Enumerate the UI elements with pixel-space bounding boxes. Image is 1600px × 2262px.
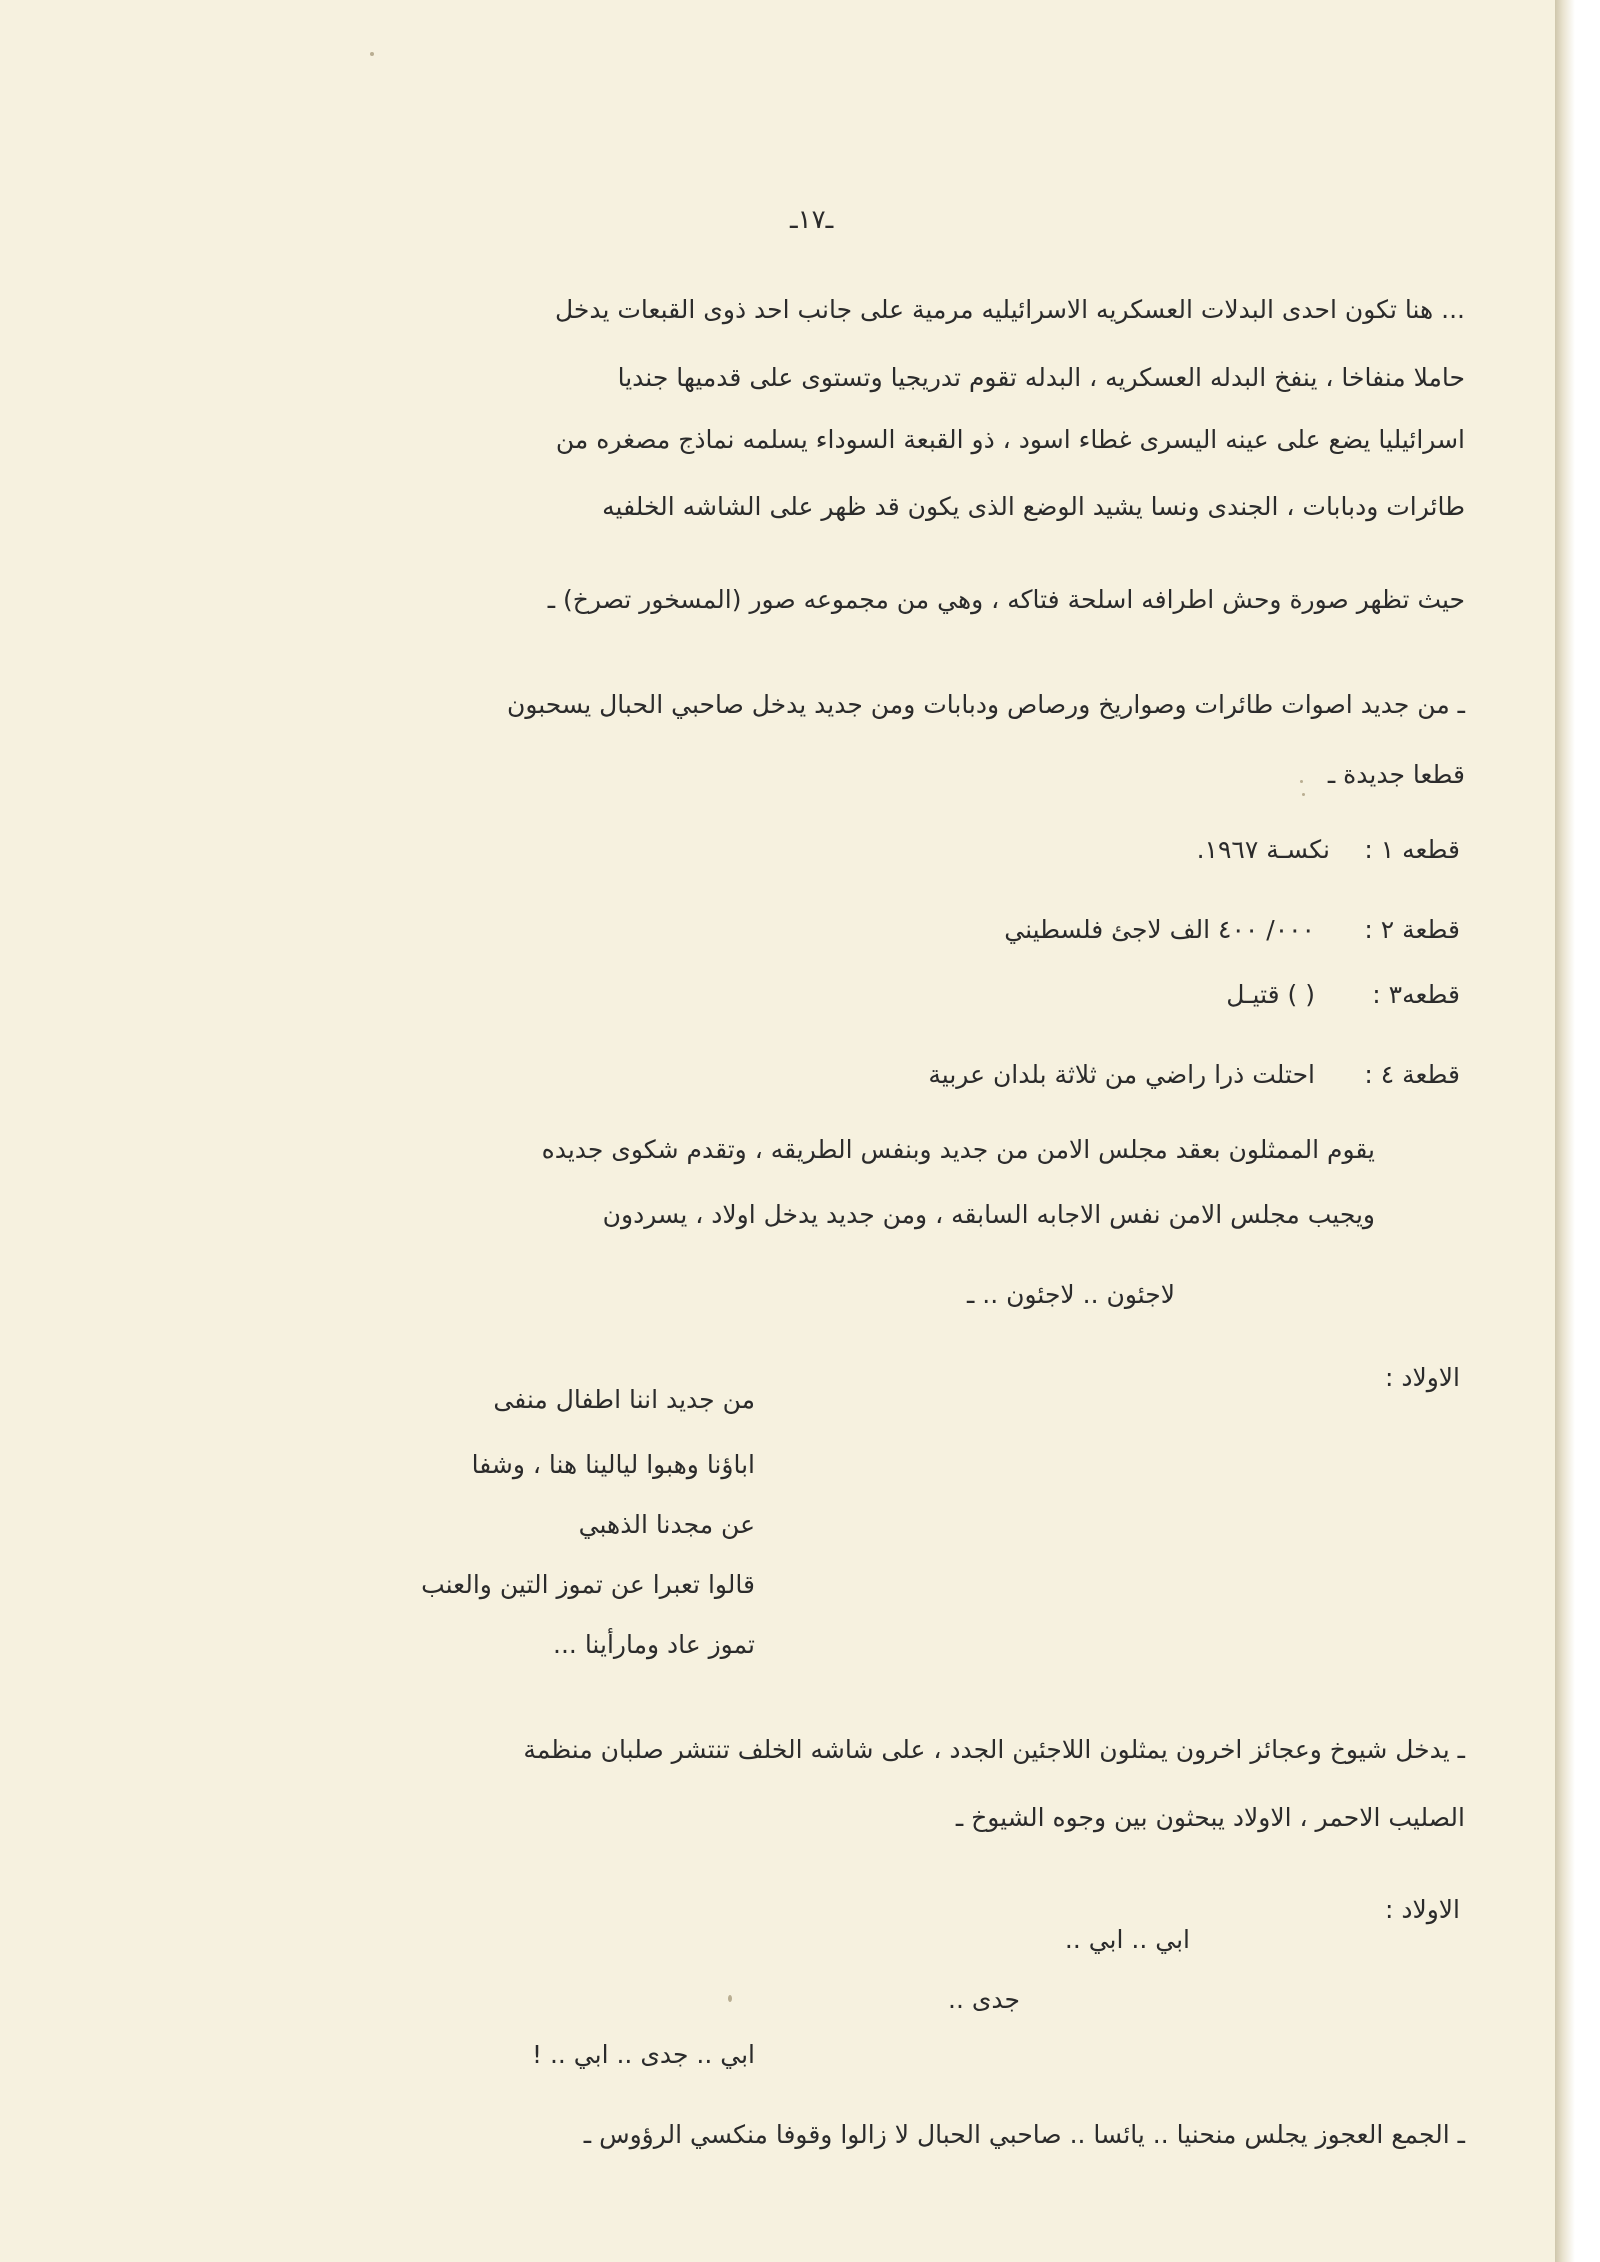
verse-line: عن مجدنا الذهبي xyxy=(578,1510,755,1539)
piece-label: قطعه٣ : xyxy=(1372,980,1460,1009)
paragraph-line: حاملا منفاخا ، ينفخ البدله العسكريه ، البدله تقوم تدريجيا وتستوى على قدميها جنديا xyxy=(617,363,1465,392)
verse-line: جدى .. xyxy=(948,1985,1020,2014)
speaker-label: الاولاد : xyxy=(1384,1895,1460,1924)
paragraph-line: ويجيب مجلس الامن نفس الاجابه السابقه ، ومن جديد يدخل اولاد ، يسردون xyxy=(602,1200,1375,1229)
verse-line: من جديد اننا اطفال منفى xyxy=(493,1385,755,1414)
verse-line: اباؤنا وهبوا ليالينا هنا ، وشفا xyxy=(471,1450,755,1479)
paragraph-line: الصليب الاحمر ، الاولاد يبحثون بين وجوه الشيوخ ـ xyxy=(955,1803,1465,1832)
piece-label: قطعة ٤ : xyxy=(1364,1060,1460,1089)
verse-line: ابي .. جدى .. ابي .. ! xyxy=(531,2040,755,2069)
page-number: ـ١٧ـ xyxy=(790,205,834,235)
piece-label: قطعة ٢ : xyxy=(1364,915,1460,944)
piece-text: نكسـة ١٩٦٧. xyxy=(1196,835,1330,864)
verse-line: تموز عاد ومارأينا ... xyxy=(553,1630,755,1659)
piece-text: ( ) قتيـل xyxy=(1226,980,1315,1009)
page-edge xyxy=(1555,0,1600,2262)
paragraph-line: طائرات ودبابات ، الجندى ونسا يشيد الوضع الذى يكون قد ظهر على الشاشه الخلفيه xyxy=(602,492,1465,521)
piece-label: قطعه ١ : xyxy=(1364,835,1460,864)
paragraph-line: يقوم الممثلون بعقد مجلس الامن من جديد وبنفس الطريقه ، وتقدم شكوى جديده xyxy=(541,1135,1375,1164)
piece-text: ٠٠٠/ ٤٠٠ الف لاجئ فلسطيني xyxy=(1004,915,1315,944)
piece-text: احتلت ذرا راضي من ثلاثة بلدان عربية xyxy=(928,1060,1315,1089)
paragraph-line: قطعا جديدة ـ xyxy=(1327,760,1465,789)
paragraph-line: ... هنا تكون احدى البدلات العسكريه الاسرائيليه مرمية على جانب احد ذوى القبعات يدخل xyxy=(554,295,1465,324)
paragraph-line: ـ الجمع العجوز يجلس منحنيا .. يائسا .. صاحبي الحبال لا زالوا وقوفا منكسي الرؤوس ـ xyxy=(583,2120,1465,2149)
paragraph-line: ـ من جديد اصوات طائرات وصواريخ ورصاص ودبابات ومن جديد يدخل صاحبي الحبال يسحبون xyxy=(506,690,1465,719)
paragraph-line: لاجئون .. لاجئون .. ـ xyxy=(967,1280,1175,1309)
paper-speck xyxy=(370,52,374,56)
speaker-label: الاولاد : xyxy=(1384,1363,1460,1392)
verse-line: ابي .. ابي .. xyxy=(1064,1925,1190,1954)
paragraph-line: اسرائيليا يضع على عينه اليسرى غطاء اسود ، ذو القبعة السوداء يسلمه نماذج مصغره من xyxy=(555,425,1465,454)
verse-line: قالوا تعبرا عن تموز التين والعنب xyxy=(421,1570,755,1599)
paragraph-line: حيث تظهر صورة وحش اطرافه اسلحة فتاكه ، وهي من مجموعه صور (المسخور تصرخ) ـ xyxy=(547,585,1465,614)
paper-speck xyxy=(728,1995,732,2002)
paragraph-line: ـ يدخل شيوخ وعجائز اخرون يمثلون اللاجئين الجدد ، على شاشه الخلف تنتشر صلبان منظمة xyxy=(523,1735,1465,1764)
